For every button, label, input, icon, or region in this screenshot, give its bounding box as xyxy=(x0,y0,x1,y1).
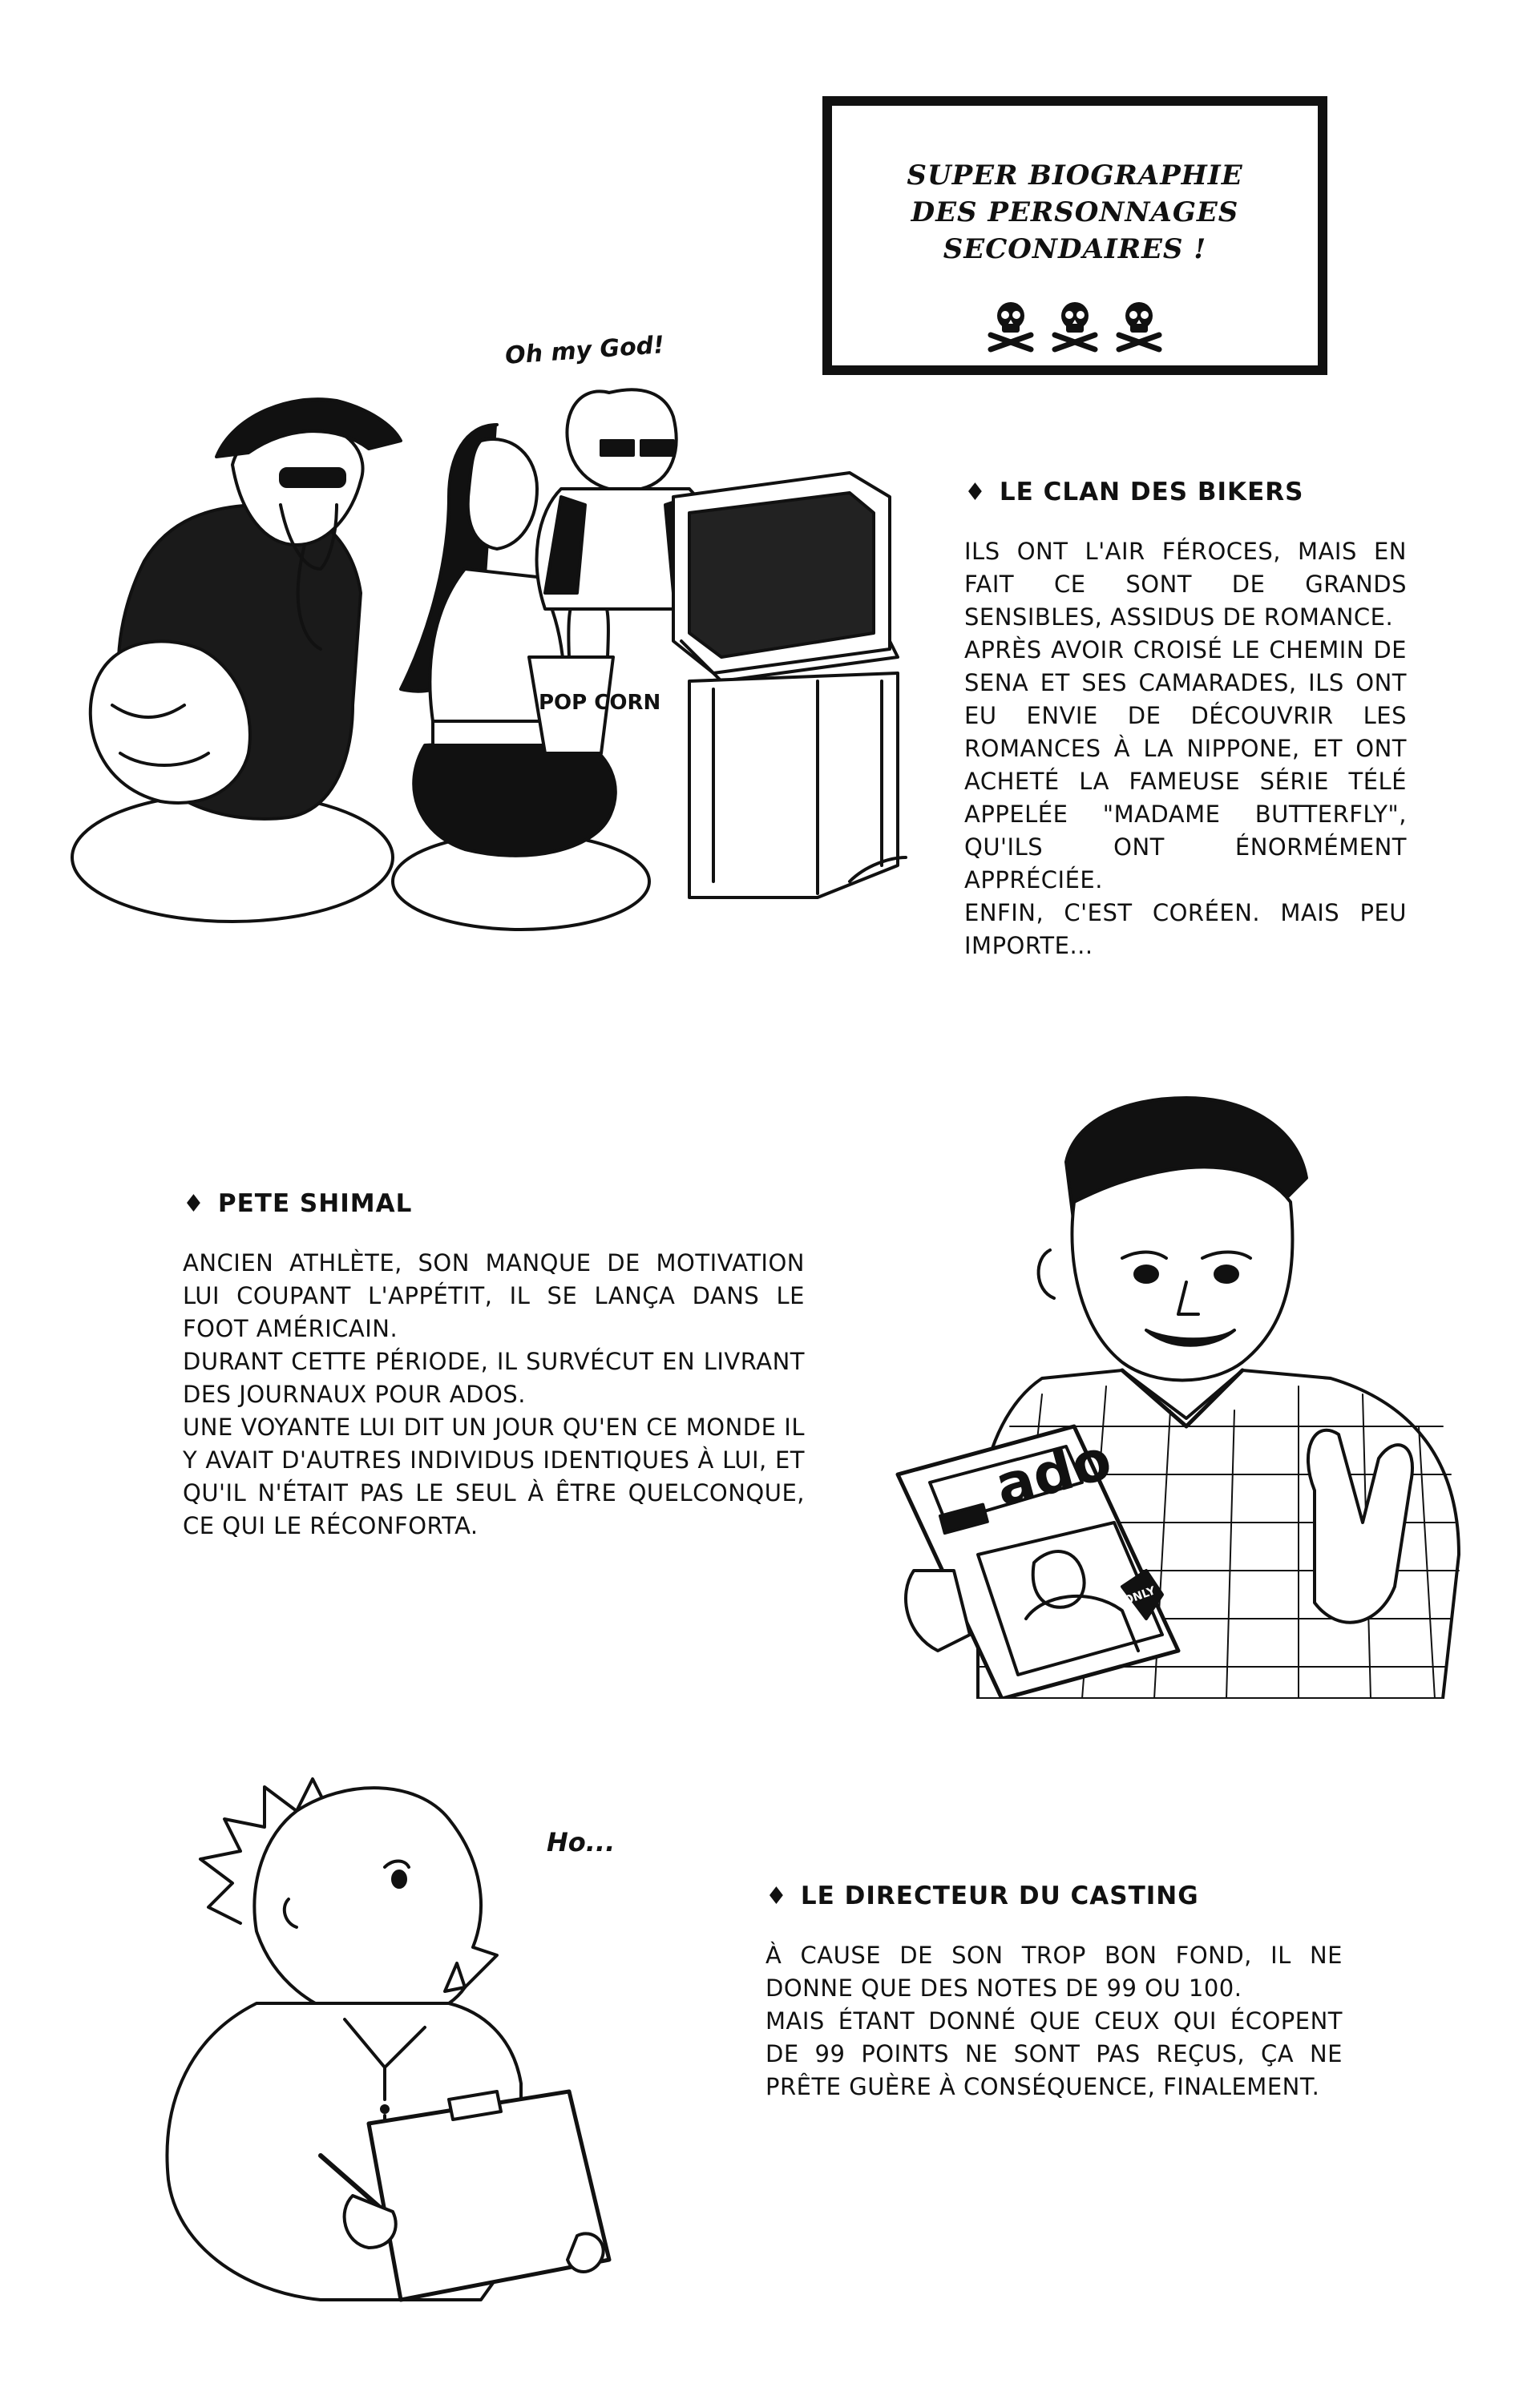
title-line-2: DES PERSONNAGES xyxy=(911,196,1239,228)
magazine-title: ado xyxy=(988,1426,1118,1520)
section-title xyxy=(964,478,1407,506)
section-bikers xyxy=(964,478,1407,962)
diamond-bullet-icon: ♦ xyxy=(964,478,987,506)
diamond-bullet-icon: ♦ xyxy=(183,1189,205,1218)
section-title-text: LE DIRECTEUR DU CASTING xyxy=(800,1882,1199,1910)
section-body: À CAUSE DE SON TROP BON FOND, IL NE DONNE QUE DES NOTES DE 99 OU 100. MAIS ÉTANT DONNÉ QUE CEUX QUI ÉCOPENT DE 99 POINTS NE SONT PAS REÇUS, ÇA NE PRÊTE GUÈRE À CONSÉQUENCE, FINALEMENT. xyxy=(765,1942,1343,2100)
skull-row xyxy=(984,296,1165,353)
director-sfx-text: Ho... xyxy=(547,1827,616,1857)
section-body: ILS ONT L'AIR FÉROCES, MAIS EN FAIT CE SONT DE GRANDS SENSIBLES, ASSIDUS DE ROMANCE. APRÈS AVOIR CROISÉ LE CHEMIN DE SENA ET SES CAMARADES, ILS ONT EU ENVIE DE DÉCOUVRIR LES ROMANCES À LA NIPPONE, ET ONT ACHETÉ LA FAMEUSE SÉRIE TÉLÉ APPELÉE "MADAME BUTTERFLY", QU'ILS ONT ÉNORMÉMENT APPRÉCIÉE. ENFIN, C'EST CORÉEN. MAIS PEU IMPORTE... xyxy=(964,538,1407,959)
pete-shimal-illustration xyxy=(882,1074,1491,1699)
skull-crossbones-icon xyxy=(1048,296,1101,353)
section-directeur-casting xyxy=(765,1882,1343,2103)
section-title-text: PETE SHIMAL xyxy=(217,1189,413,1218)
bikers-sfx-text: Oh my God! xyxy=(504,331,665,370)
skull-crossbones-icon xyxy=(1113,296,1165,353)
section-body: ANCIEN ATHLÈTE, SON MANQUE DE MOTIVATION LUI COUPANT L'APPÉTIT, IL SE LANÇA DANS LE FOOT AMÉRICAIN. DURANT CETTE PÉRIODE, IL SURVÉCUT EN LIVRANT DES JOURNAUX POUR ADOS. UNE VOYANTE LUI DIT UN JOUR QU'EN CE MONDE IL Y AVAIT D'AUTRES INDIVIDUS IDENTIQUES À LUI, ET QU'IL N'ÉTAIT PAS LE SEUL À ÊTRE QUELCONQUE, CE QUI LE RÉCONFORTA. xyxy=(183,1249,805,1539)
section-pete-shimal xyxy=(183,1189,805,1543)
magazine-badge: ONLY xyxy=(1122,1584,1157,1608)
section-title-text: LE CLAN DES BIKERS xyxy=(999,478,1304,506)
bikers-watching-tv-illustration xyxy=(48,305,914,946)
casting-director-illustration xyxy=(144,1747,721,2324)
popcorn-label: POP CORN xyxy=(539,691,661,715)
skull-crossbones-icon xyxy=(984,296,1037,353)
section-title xyxy=(183,1189,805,1218)
diamond-bullet-icon: ♦ xyxy=(765,1882,788,1910)
title-line-3: SECONDAIRES ! xyxy=(943,233,1207,265)
section-title xyxy=(765,1882,1343,1910)
title-line-1: SUPER BIOGRAPHIE xyxy=(907,159,1243,192)
